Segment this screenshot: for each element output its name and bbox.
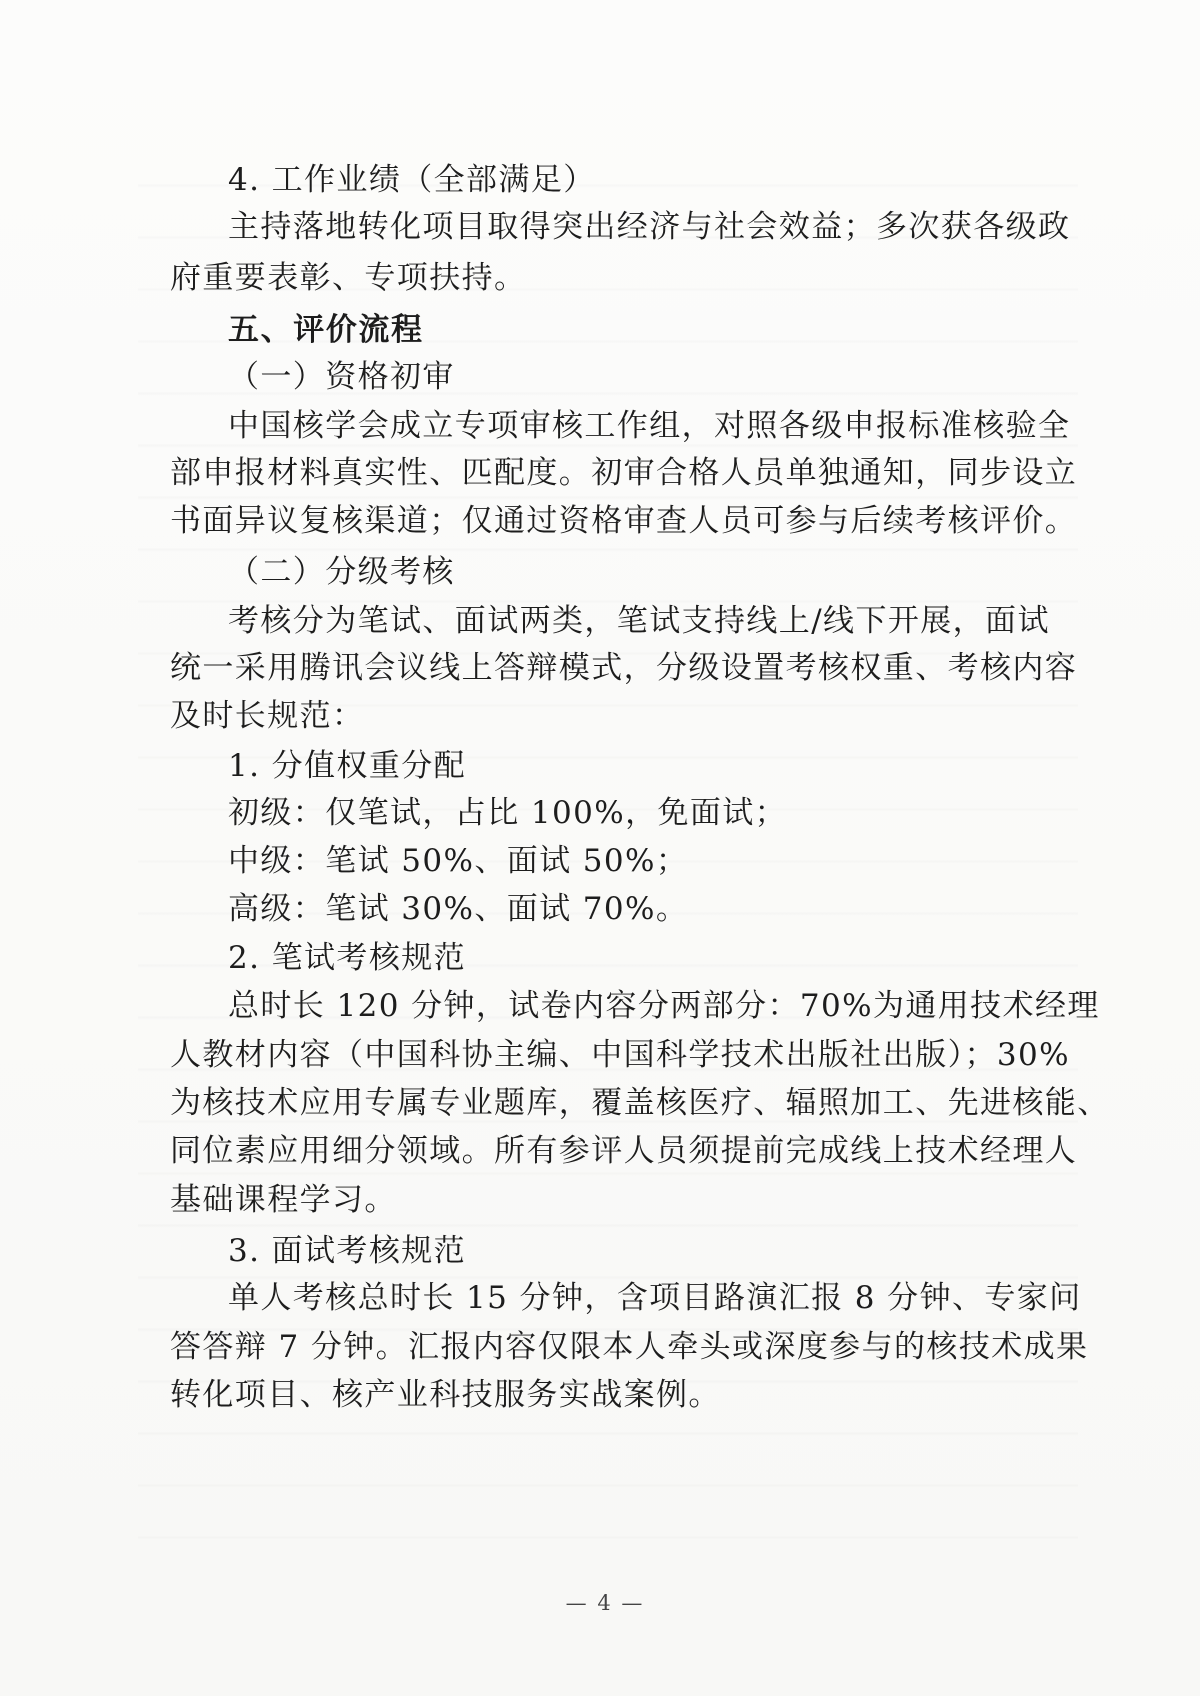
body-line: 部申报材料真实性、匹配度。初审合格人员单独通知，同步设立 <box>170 455 1078 491</box>
numbered-item-score-weighting: 1. 分值权重分配 <box>228 748 467 784</box>
body-line: 府重要表彰、专项扶持。 <box>170 260 527 296</box>
list-item-senior-level: 高级：笔试 30%、面试 70%。 <box>228 891 689 927</box>
numbered-item-written-exam: 2. 笔试考核规范 <box>228 940 467 976</box>
body-line: 人教材内容（中国科协主编、中国科学技术出版社出版）；30% <box>170 1037 1070 1073</box>
body-line: 及时长规范： <box>170 698 365 734</box>
body-line: 中国核学会成立专项审核工作组，对照各级申报标准核验全 <box>228 408 1071 444</box>
body-line: 基础课程学习。 <box>170 1182 397 1218</box>
body-line: 书面异议复核渠道；仅通过资格审查人员可参与后续考核评价。 <box>170 503 1078 539</box>
subsection-heading-qualification-review: （一）资格初审 <box>228 359 455 395</box>
body-line: 转化项目、核产业科技服务实战案例。 <box>170 1377 721 1413</box>
section-heading-evaluation-process: 五、评价流程 <box>228 312 424 348</box>
list-item-junior-level: 初级：仅笔试，占比 100%，免面试； <box>228 795 788 831</box>
body-line: 统一采用腾讯会议线上答辩模式，分级设置考核权重、考核内容 <box>170 650 1078 686</box>
subsection-heading-graded-assessment: （二）分级考核 <box>228 554 455 590</box>
page-number: — 4 — <box>565 1591 645 1615</box>
body-line: 总时长 120 分钟，试卷内容分两部分：70%为通用技术经理 <box>228 988 1100 1024</box>
numbered-item-interview-exam: 3. 面试考核规范 <box>228 1233 467 1269</box>
body-line: 为核技术应用专属专业题库，覆盖核医疗、辐照加工、先进核能、 <box>170 1085 1110 1121</box>
body-line: 单人考核总时长 15 分钟，含项目路演汇报 8 分钟、专家问 <box>228 1280 1082 1316</box>
body-line: 同位素应用细分领域。所有参评人员须提前完成线上技术经理人 <box>170 1133 1078 1169</box>
body-line: 主持落地转化项目取得突出经济与社会效益；多次获各级政 <box>228 209 1071 245</box>
list-item-intermediate-level: 中级：笔试 50%、面试 50%； <box>228 843 689 879</box>
body-line: 答答辩 7 分钟。汇报内容仅限本人牵头或深度参与的核技术成果 <box>170 1329 1089 1365</box>
section-item-work-performance: 4. 工作业绩（全部满足） <box>228 162 596 198</box>
body-line: 考核分为笔试、面试两类，笔试支持线上/线下开展，面试 <box>228 603 1050 639</box>
